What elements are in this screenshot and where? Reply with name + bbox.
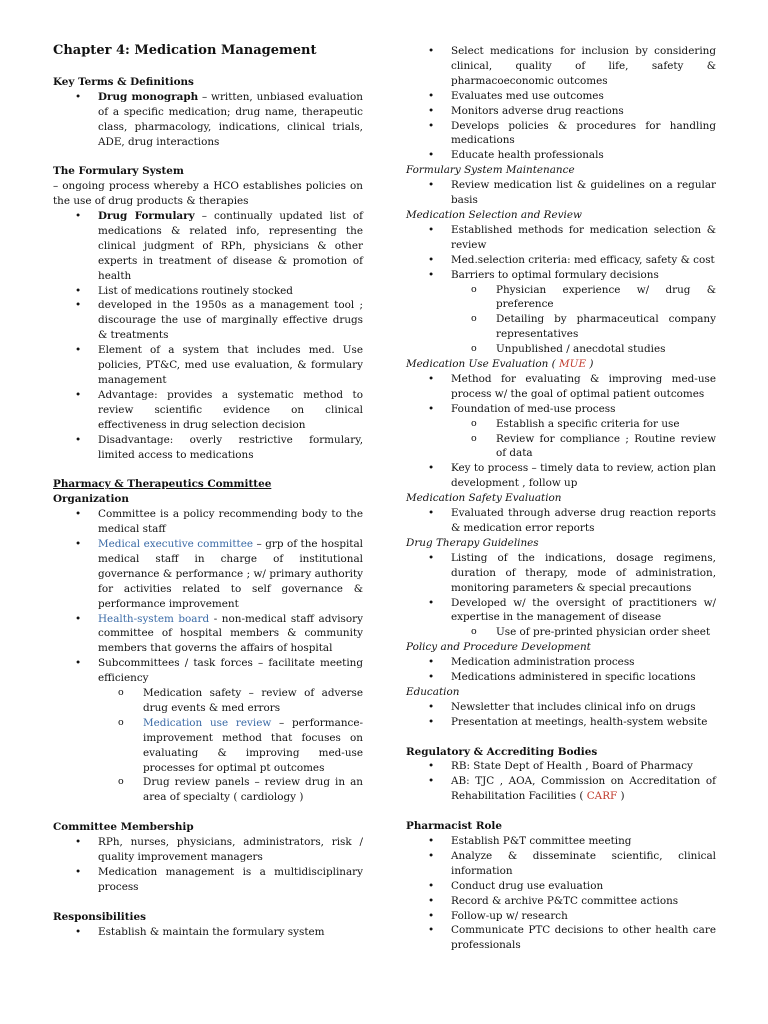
sub-list-item: o Physician experience w/ drug & preference bbox=[451, 283, 716, 313]
list-item: • RPh, nurses, physicians, administrators, risk / quality improvement managers bbox=[53, 835, 363, 865]
barriers-list bbox=[451, 283, 716, 358]
list-item: • Medical executive committee – grp of the hospital medical staff in charge of institutional governance & performance ; w/ primary authority for activities related to self governance & performance improvement bbox=[53, 537, 363, 612]
regulatory-list bbox=[406, 759, 716, 804]
membership-list bbox=[53, 835, 363, 895]
education-heading: Education bbox=[406, 685, 460, 698]
list-item: • Medication management is a multidisciplinary process bbox=[53, 865, 363, 895]
list-item: • Establish & maintain the formulary system bbox=[53, 925, 363, 940]
page-title: Chapter 4: Medication Management bbox=[53, 43, 317, 58]
list-item: • Review medication list & guidelines on a regular basis bbox=[406, 178, 716, 208]
list-item: • Listing of the indications, dosage regimens, duration of therapy, mode of administration, monitoring parameters & special precautions bbox=[406, 551, 716, 596]
key-terms-heading: Key Terms & Definitions bbox=[53, 75, 194, 88]
list-item: • Medication administration process bbox=[406, 655, 716, 670]
organization-list bbox=[53, 507, 363, 805]
list-item: • Med.selection criteria: med efficacy, safety & cost bbox=[406, 253, 716, 268]
responsibilities-list-continued bbox=[406, 44, 716, 163]
regulatory-heading: Regulatory & Accrediting Bodies bbox=[406, 745, 598, 758]
selection-list bbox=[406, 223, 716, 357]
guidelines-list bbox=[406, 551, 716, 640]
mue-heading: Medication Use Evaluation ( MUE ) bbox=[406, 358, 594, 371]
education-list bbox=[406, 700, 716, 730]
list-item: • Conduct drug use evaluation bbox=[406, 879, 716, 894]
guidelines-heading: Drug Therapy Guidelines bbox=[406, 536, 539, 549]
sub-list-item: o Establish a specific criteria for use bbox=[451, 417, 716, 432]
list-item: • Developed w/ the oversight of practitioners w/ expertise in the management of disease o Use of pre-printed physician order sheet bbox=[406, 596, 716, 641]
list-item: • Newsletter that includes clinical info on drugs bbox=[406, 700, 716, 715]
ptc-heading: Pharmacy & Therapeutics Committee bbox=[53, 478, 272, 491]
pharmacist-role-heading: Pharmacist Role bbox=[406, 820, 502, 833]
list-item: • Key to process – timely data to review, action plan development , follow up bbox=[406, 461, 716, 491]
formulary-heading: The Formulary System bbox=[53, 165, 184, 178]
list-item: • Develops policies & procedures for handling medications bbox=[406, 119, 716, 149]
formulary-list bbox=[53, 209, 363, 462]
policy-heading: Policy and Procedure Development bbox=[406, 641, 591, 654]
organization-heading: Organization bbox=[53, 493, 129, 506]
list-item: • Medications administered in specific locations bbox=[406, 670, 716, 685]
sub-list-item: o Medication safety – review of adverse drug events & med errors bbox=[98, 686, 363, 716]
pharmacist-role-list bbox=[406, 834, 716, 953]
list-item: • Select medications for inclusion by considering clinical, quality of life, safety & pharmacoeconomic outcomes bbox=[406, 44, 716, 89]
list-item: • developed in the 1950s as a management tool ; discourage the use of marginally effective drugs & treatments bbox=[53, 298, 363, 343]
list-item: • List of medications routinely stocked bbox=[53, 284, 363, 299]
list-item: • Health-system board - non-medical staff advisory committee of hospital members & community members that governs the affairs of hospital bbox=[53, 612, 363, 657]
list-item: • Drug monograph – written, unbiased evaluation of a specific medication; drug name, therapeutic class, pharmacology, indications, clinical trials, ADE, drug interactions bbox=[53, 90, 363, 150]
sub-list-item: o Detailing by pharmaceutical company representatives bbox=[451, 312, 716, 342]
list-item: • Advantage: provides a systematic method to review scientific evidence on clinical effectiveness in drug selection decision bbox=[53, 388, 363, 433]
policy-list bbox=[406, 655, 716, 685]
list-item: • AB: TJC , AOA, Commission on Accreditation of Rehabilitation Facilities ( CARF ) bbox=[406, 774, 716, 804]
list-item: • Record & archive P&TC committee actions bbox=[406, 894, 716, 909]
safety-heading: Medication Safety Evaluation bbox=[406, 492, 562, 505]
formulary-intro: – ongoing process whereby a HCO establishes policies on the use of drug products & therapies bbox=[53, 180, 363, 208]
list-item: • Establish P&T committee meeting bbox=[406, 834, 716, 849]
maintenance-heading: Formulary System Maintenance bbox=[406, 164, 575, 177]
selection-heading: Medication Selection and Review bbox=[406, 208, 582, 221]
mue-sub-list bbox=[451, 417, 716, 462]
list-item: • Analyze & disseminate scientific, clinical information bbox=[406, 849, 716, 879]
key-terms-list bbox=[53, 90, 363, 150]
membership-heading: Committee Membership bbox=[53, 821, 194, 834]
sub-list-item: o Drug review panels – review drug in an area of specialty ( cardiology ) bbox=[98, 775, 363, 805]
list-item: • Educate health professionals bbox=[406, 148, 716, 163]
responsibilities-heading: Responsibilities bbox=[53, 910, 146, 923]
list-item: • Evaluates med use outcomes bbox=[406, 89, 716, 104]
list-item: • Follow-up w/ research bbox=[406, 909, 716, 924]
list-item: • Element of a system that includes med. Use policies, PT&C, med use evaluation, & formulary management bbox=[53, 343, 363, 388]
list-item: • Drug Formulary – continually updated list of medications & related info, representing the clinical judgment of RPh, physicians & other experts in treatment of disease & promotion of health bbox=[53, 209, 363, 284]
sub-list-item: o Use of pre-printed physician order sheet bbox=[451, 625, 716, 640]
list-item: • Barriers to optimal formulary decisions o Physician experience w/ drug & preference o Detailing by pharmaceutical company representatives o Unpublished / anecdotal studies bbox=[406, 268, 716, 357]
list-item: • Method for evaluating & improving med-use process w/ the goal of optimal patient outcomes bbox=[406, 372, 716, 402]
right-column bbox=[406, 44, 716, 953]
left-column bbox=[53, 44, 363, 939]
list-item: • Communicate PTC decisions to other health care professionals bbox=[406, 923, 716, 953]
list-item: • Disadvantage: overly restrictive formulary, limited access to medications bbox=[53, 433, 363, 463]
list-item: • Committee is a policy recommending body to the medical staff bbox=[53, 507, 363, 537]
mue-list bbox=[406, 372, 716, 491]
maintenance-list bbox=[406, 178, 716, 208]
list-item: • Subcommittees / task forces – facilitate meeting efficiency o Medication safety – review of adverse drug events & med errors o Medication use review – performance-improvement method that focuses on evaluating & improving med-use processes for optimal pt outcomes o Drug review panels – review drug in an area of specialty ( cardiology ) bbox=[53, 656, 363, 805]
list-item: • Monitors adverse drug reactions bbox=[406, 104, 716, 119]
sub-list-item: o Medication use review – performance-improvement method that focuses on evaluating & improving med-use processes for optimal pt outcomes bbox=[98, 716, 363, 776]
list-item: • RB: State Dept of Health , Board of Pharmacy bbox=[406, 759, 716, 774]
guidelines-sub-list bbox=[451, 625, 716, 640]
responsibilities-list bbox=[53, 925, 363, 940]
sub-list-item: o Unpublished / anecdotal studies bbox=[451, 342, 716, 357]
subcommittee-list bbox=[98, 686, 363, 805]
list-item: • Evaluated through adverse drug reaction reports & medication error reports bbox=[406, 506, 716, 536]
list-item: • Established methods for medication selection & review bbox=[406, 223, 716, 253]
sub-list-item: o Review for compliance ; Routine review of data bbox=[451, 432, 716, 462]
list-item: • Presentation at meetings, health-system website bbox=[406, 715, 716, 730]
list-item: • Foundation of med-use process o Establish a specific criteria for use o Review for compliance ; Routine review of data bbox=[406, 402, 716, 462]
safety-list bbox=[406, 506, 716, 536]
